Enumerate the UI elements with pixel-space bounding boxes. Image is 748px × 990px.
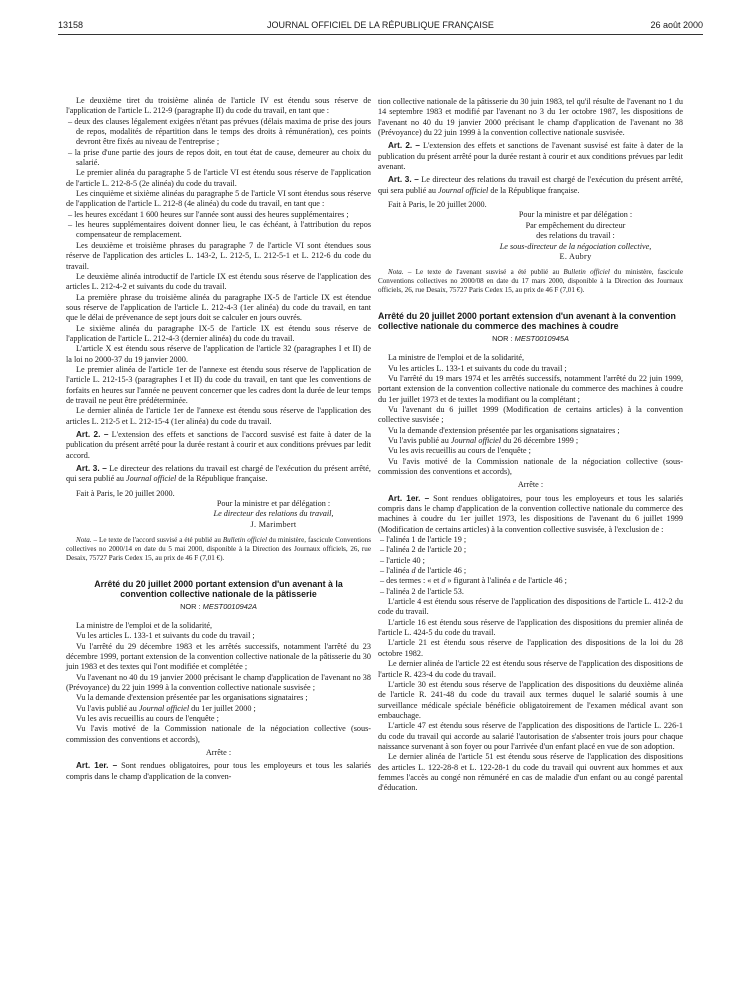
bulletin-name: Bulletin officiel bbox=[222, 536, 267, 545]
paragraph: tion collective nationale de la pâtisserie du 30 juin 1983, tel qu'il résulte de l'avenant no 1 du 14 septembre 1983 et modifié par l'avenant no 3 du 1er octobre 1987, les dispositions de l'avenant no 40 du 19 janvier 2000 précisant le champ d'application de l'avenant no 38 (Prévoyance) du 22 juin 1999 à la convention collective nationale susvisée. bbox=[378, 97, 683, 138]
text: de l'article 46 ; bbox=[417, 566, 467, 576]
decree-title: Arrêté du 20 juillet 2000 portant extension d'un avenant à la convention collective nationale de la pâtisserie bbox=[94, 578, 343, 599]
article-2 bbox=[66, 430, 371, 461]
signatory-name: J. Marimbert bbox=[250, 519, 297, 529]
journal-name: Journal officiel bbox=[450, 435, 502, 445]
paragraph: Le dernier alinéa de l'article 51 est étendu sous réserve de l'application des dispositions des articles L. 122-28-8 et L. 122-28-1 du code du travail qui ouvrent aux hommes et aux femmes l'accès au congé non rémunéré en cas de maladie d'un enfant ou au congé parental d'éducation. bbox=[378, 752, 683, 793]
arrete-heading: Arrête : bbox=[205, 748, 232, 758]
text: e bbox=[512, 576, 517, 586]
nota-text: – Le texte de l'accord susvisé a été publié au bbox=[93, 536, 221, 545]
paragraph: Le dernier alinéa de l'article 22 est étendu sous réserve de l'application des dispositions de l'article R. 423-4 du code du travail. bbox=[378, 659, 683, 679]
signatory-name: E. Aubry bbox=[559, 252, 592, 262]
paragraph: Vu les articles L. 133-1 et suivants du code du travail ; bbox=[76, 631, 255, 641]
list-item: – la prise d'une partie des jours de repos doit, en tout état de cause, demeurer au choix du salarié. bbox=[66, 148, 371, 169]
nor-code: MEST0010945A bbox=[514, 333, 569, 343]
nota-label: Nota. bbox=[388, 268, 404, 277]
article-1 bbox=[378, 494, 683, 535]
paragraph: L'article 30 est étendu sous réserve de l'application des dispositions du deuxième alinéa de l'article R. 241-48 du code du travail aux termes duquel le salarié soumis à une surveillance médicale spéciale bénéficie obligatoirement de l'examen médical avant son embauchage. bbox=[378, 679, 683, 720]
paragraph: L'article 47 est étendu sous réserve de l'application des dispositions de l'article L. 226-1 du code du travail qui accorde au salarié l'autorisation de s'absenter trois jours pour chaque naissance survenant à son foyer ou pour l'arrivée d'un enfant placé en vue de son adoption. bbox=[378, 721, 683, 751]
nota bbox=[66, 536, 371, 562]
text: » figurant à l'alinéa bbox=[447, 576, 511, 586]
journal-name: Journal officiel bbox=[438, 185, 489, 195]
text: Vu l'avis publié au bbox=[388, 435, 449, 445]
paragraph: Vu les articles L. 133-1 et suivants du code du travail ; bbox=[388, 363, 567, 373]
article-label: Art. 1er. – bbox=[76, 761, 118, 771]
signing-place-date: Fait à Paris, le 20 juillet 2000. bbox=[388, 200, 487, 210]
article-label: Art. 1er. – bbox=[388, 493, 430, 503]
journal-title: JOURNAL OFFICIEL DE LA RÉPUBLIQUE FRANÇAISE bbox=[267, 20, 494, 30]
paragraph: L'article 21 est étendu sous réserve de l'application des dispositions de la loi du 28 octobre 1982. bbox=[378, 638, 683, 658]
list-item: – l'alinéa 2 de l'article 20 ; bbox=[378, 545, 683, 555]
paragraph: La première phrase du troisième alinéa du paragraphe IX-5 de l'article IX est étendue sous réserve de l'application de l'article L. 212-4-3 (1er alinéa) du code du travail, en tant que le délai de prévenance de sept jours doit se calculer en jours ouvrés. bbox=[66, 292, 371, 323]
text: d bbox=[441, 576, 446, 586]
text: du 1er juillet 2000 ; bbox=[191, 703, 256, 713]
signing-place-date: Fait à Paris, le 20 juillet 2000. bbox=[76, 488, 175, 498]
paragraph: Le dernier alinéa de l'article 1er de l'annexe est étendu sous réserve de l'application des articles L. 212-5 et L. 212-15-4 (1er alinéa) du code du travail. bbox=[66, 406, 371, 426]
nota-text: du ministère, fascicule Conventions collectives no 2000/14 en date du 5 mai 2000, disponible à la Direction des Journaux officiels, 26, rue Desaix, 75727 Paris Cedex 15, au prix de 46 F (7,01 €). bbox=[66, 536, 371, 562]
arrete-heading: Arrête : bbox=[517, 480, 544, 490]
text: des termes : « et bbox=[386, 576, 440, 586]
list-item bbox=[378, 566, 683, 576]
article-1 bbox=[66, 761, 371, 782]
signature-block bbox=[468, 210, 683, 262]
nota-text: – Le texte de l'avenant susvisé a été publié au bbox=[407, 268, 560, 277]
article-text: de la République française. bbox=[490, 185, 580, 195]
list-item: – l'article 40 ; bbox=[378, 556, 683, 566]
signatory-title: Le sous-directeur de la négociation collective, bbox=[499, 241, 652, 251]
paragraph: Vu l'arrêté du 29 décembre 1983 et les arrêtés successifs, notamment l'arrêté du 23 décembre 1999, portant extension de la convention collective nationale de la pâtisserie du 30 juin 1983 et des textes qui l'ont modifiée et complétée ; bbox=[66, 641, 371, 672]
article-label: Art. 2. – bbox=[76, 430, 109, 439]
paragraph: L'article 4 est étendu sous réserve de l'application des dispositions de l'article L. 412-2 du code du travail. bbox=[378, 597, 683, 617]
article-text: Le directeur des relations du travail est chargé de l'exécution du présent arrêté, qui sera publié au bbox=[66, 464, 371, 484]
article-label: Art. 3. – bbox=[76, 464, 107, 474]
text: de l'article 46 ; bbox=[518, 576, 567, 586]
list-item: – les heures supplémentaires doivent donner lieu, le cas échéant, à l'attribution du repos compensateur de remplacement. bbox=[66, 220, 371, 241]
journal-name: Journal officiel bbox=[138, 703, 190, 713]
paragraph: Le premier alinéa du paragraphe 5 de l'article VI est étendu sous réserve de l'application de l'article L. 212-8-5 (2e alinéa) du code du travail. bbox=[66, 168, 371, 188]
decree-title: Arrêté du 20 juillet 2000 portant extension d'un avenant à la convention collective nationale du commerce des machines à coudre bbox=[378, 310, 676, 331]
paragraph: Vu l'avis motivé de la Commission nationale de la négociation collective (sous-commission des conventions et accords), bbox=[66, 724, 371, 744]
article-label: Art. 2. – bbox=[388, 141, 420, 151]
paragraph: Le deuxième tiret du troisième alinéa de l'article IV est étendu sous réserve de l'application de l'article L. 212-9 (paragraphe II) du code du travail, en tant que : bbox=[66, 96, 371, 116]
paragraph: L'article 16 est étendu sous réserve de l'application des dispositions du premier alinéa de l'article L. 424-5 du code du travail. bbox=[378, 617, 683, 638]
text: d bbox=[411, 566, 416, 576]
paragraph: Vu la demande d'extension présentée par les organisations signataires ; bbox=[76, 693, 308, 703]
article-text: L'extension des effets et sanctions de l'avenant susvisé est faite à dater de la publication du présent arrêté pour la durée restant à courir et aux conditions prévues par ledit avenant. bbox=[378, 141, 683, 172]
paragraph: La ministre de l'emploi et de la solidarité, bbox=[388, 353, 525, 363]
article-text: de la République française. bbox=[178, 474, 268, 484]
nota-text: du ministère, fascicule Conventions collectives no 2000/08 en date du 17 mars 2000, disponible à la Direction des Journaux officiels, 26, rue Desaix, 75727 Paris Cedex 15, au prix de 46 F (7,01 €). bbox=[378, 268, 683, 295]
article-text: Sont rendues obligatoires, pour tous les employeurs et tous les salariés compris dans le champ d'application de la conven- bbox=[66, 761, 371, 781]
text: l'alinéa bbox=[386, 566, 410, 576]
signature-line: Pour la ministre et par délégation : bbox=[216, 499, 331, 509]
paragraph: Le premier alinéa de l'article 1er de l'annexe est étendu sous réserve de l'application de l'article L. 212-15-3 (paragraphes I et II) du code du travail, en tant que les conventions de forfaits en heures sur l'année ne peuvent concerner que les cadres dont la durée de leur temps de travail ne peut être prédéterminée. bbox=[66, 364, 371, 405]
paragraph bbox=[378, 436, 683, 446]
nor-code: MEST0010942A bbox=[202, 601, 257, 611]
paragraph: Vu l'avis motivé de la Commission nationale de la négociation collective (sous-commission des conventions et accords), bbox=[378, 456, 683, 476]
paragraph: Vu l'arrêté du 19 mars 1974 et les arrêtés successifs, notamment l'arrêté du 22 juin 1999, portant extension de la convention collective nationale du commerce des machines à coudre du 1er juillet 1973 et de textes la modifiant ou la complétant ; bbox=[378, 373, 683, 404]
signature-line: Par empêchement du directeur bbox=[525, 220, 626, 230]
signatory-title: Le directeur des relations du travail, bbox=[213, 509, 334, 519]
paragraph: Le deuxième alinéa introductif de l'article IX est étendu sous réserve de l'application des articles L. 212-4-2 et suivants du code du travail. bbox=[66, 271, 371, 292]
paragraph: Les cinquième et sixième alinéas du paragraphe 5 de l'article VI sont étendus sous réserve de l'application de l'article L. 212-8 (4e alinéa) du code du travail, en tant que : bbox=[66, 189, 371, 209]
page-header bbox=[58, 20, 703, 34]
signature-line: des relations du travail : bbox=[536, 231, 615, 241]
issue-date: 26 août 2000 bbox=[650, 20, 703, 30]
list-item: – les heures excédant 1 600 heures sur l'année sont aussi des heures supplémentaires ; bbox=[66, 210, 371, 220]
paragraph bbox=[66, 704, 371, 714]
left-column bbox=[66, 96, 371, 782]
nota-label: Nota. bbox=[76, 536, 92, 545]
paragraph: Vu la demande d'extension présentée par les organisations signataires ; bbox=[388, 425, 620, 435]
nor-label: NOR : bbox=[492, 333, 513, 343]
paragraph: Vu l'avenant no 40 du 19 janvier 2000 précisant le champ d'application de l'avenant no 38 (Prévoyance) du 22 juin 1999 à la convention collective nationale susvisée ; bbox=[66, 672, 371, 693]
paragraph: La ministre de l'emploi et de la solidarité, bbox=[76, 621, 213, 631]
article-text: Le directeur des relations du travail est chargé de l'exécution du présent arrêté, qui sera publié au bbox=[378, 175, 683, 195]
article-label: Art. 3. – bbox=[388, 175, 419, 185]
paragraph: Vu les avis recueillis au cours de l'enquête ; bbox=[76, 714, 219, 724]
article-3 bbox=[66, 464, 371, 485]
list-item: – l'alinéa 2 de l'article 53. bbox=[378, 587, 683, 597]
nor-reference bbox=[66, 602, 371, 612]
paragraph: Les deuxième et troisième phrases du paragraphe 7 de l'article VI sont étendues sous réserve de l'application des articles L. 143-2, L. 212-5, L. 212-5-1 et L. 212-6 du code du travail. bbox=[66, 240, 371, 271]
list-item: – deux des clauses légalement exigées n'étant pas prévues (délais maxima de prise des jours de repos, modalités de répartition dans le temps des droits à rémunération), ces points devront être fixés au niveau de l'entreprise ; bbox=[66, 117, 371, 148]
article-2 bbox=[378, 141, 683, 172]
page-number: 13158 bbox=[58, 20, 84, 30]
nor-label: NOR : bbox=[180, 601, 201, 611]
text: Vu l'avis publié au bbox=[76, 703, 137, 713]
signature-block bbox=[176, 499, 371, 530]
article-3 bbox=[378, 175, 683, 196]
text: du 26 décembre 1999 ; bbox=[503, 435, 579, 445]
nor-reference bbox=[378, 334, 683, 344]
paragraph: Vu les avis recueillis au cours de l'enquête ; bbox=[388, 446, 531, 456]
right-column bbox=[378, 97, 683, 794]
list-item: – l'alinéa 1 de l'article 19 ; bbox=[378, 535, 683, 545]
bulletin-name: Bulletin officiel bbox=[563, 268, 610, 277]
paragraph: Vu l'avenant du 6 juillet 1999 (Modification de certains articles) à la convention collective susvisée ; bbox=[378, 404, 683, 425]
article-text: Sont rendues obligatoires, pour tous les employeurs et tous les salariés compris dans le champ d'application de la convention collective nationale du commerce des machines à coudre du 1er juillet 1973, les dispositions de l'avenant du 6 juillet 1999 (Modification de certains articles) à la convention collective susvisée, à l'exclusion de : bbox=[378, 493, 683, 534]
paragraph: L'article X est étendu sous réserve de l'application de l'article 32 (paragraphes I et II) de la loi no 2000-37 du 19 janvier 2000. bbox=[66, 344, 371, 364]
list-item bbox=[378, 576, 683, 586]
signature-line: Pour la ministre et par délégation : bbox=[518, 210, 633, 220]
header-rule bbox=[58, 34, 703, 35]
journal-name: Journal officiel bbox=[126, 474, 177, 484]
paragraph: Le sixième alinéa du paragraphe IX-5 de l'article IX est étendu sous réserve de l'application de l'article L. 212-4-3 (dernier alinéa) du code du travail. bbox=[66, 323, 371, 343]
article-text: L'extension des effets et sanctions de l'accord susvisé est faite à dater de la publication du présent arrêté pour la durée restant à courir et aux conditions prévues par ledit accord. bbox=[66, 430, 372, 460]
nota bbox=[378, 268, 683, 294]
